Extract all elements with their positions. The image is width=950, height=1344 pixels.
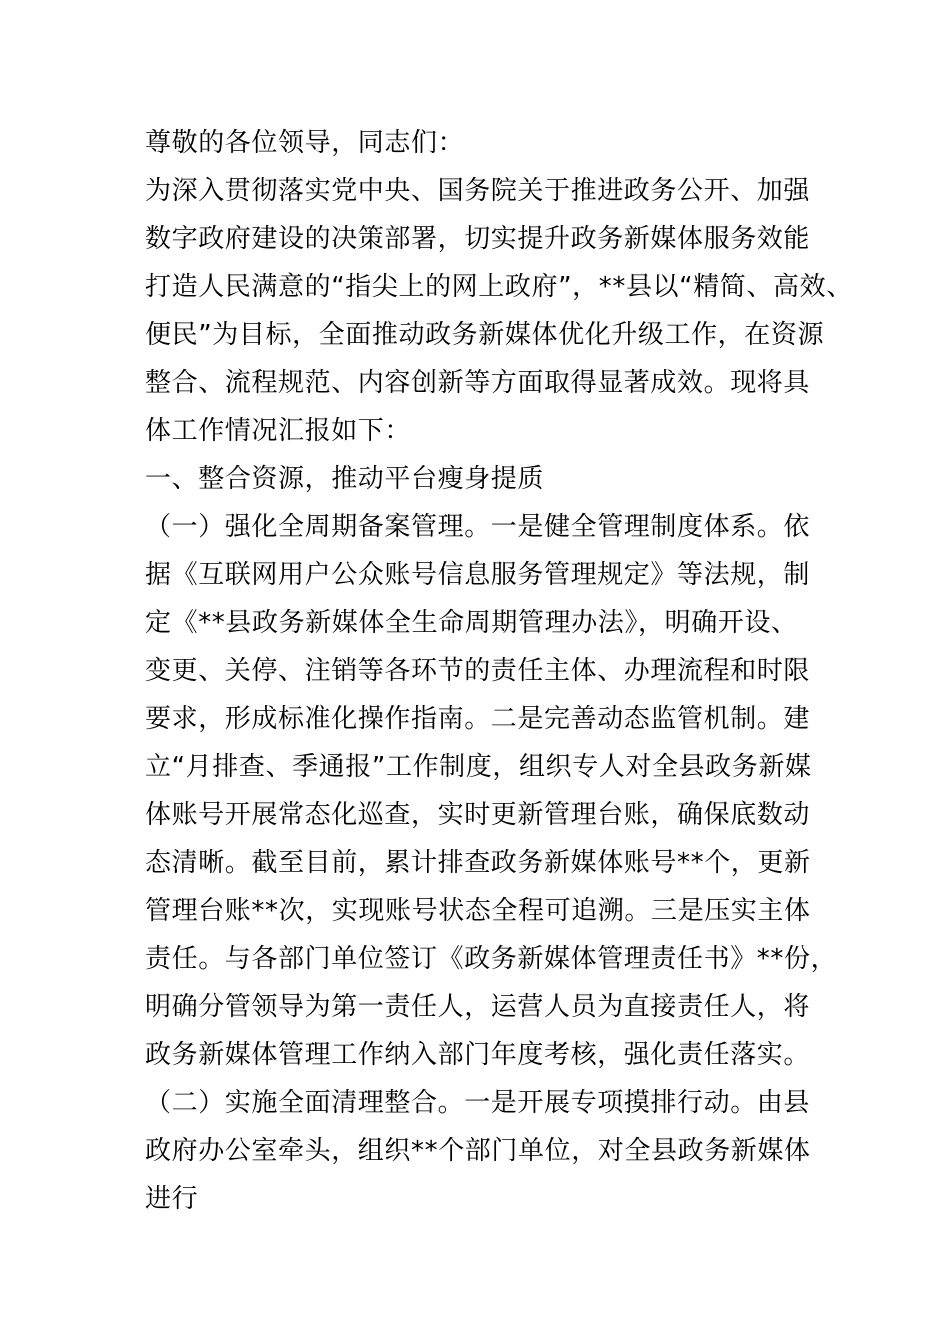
body-line: 打造人民满意的“指尖上的网上政府”，**县以“精简、高效、 — [145, 272, 853, 302]
body-line: 要求，形成标准化操作指南。二是完善动态监管机制。建 — [145, 704, 811, 734]
body-line: 明确分管领导为第一责任人，运营人员为直接责任人，将 — [145, 992, 811, 1022]
body-line: 责任。与各部门单位签订《政务新媒体管理责任书》**份， — [145, 944, 838, 974]
body-line: 数字政府建设的决策部署，切实提升政务新媒体服务效能 — [145, 224, 811, 254]
body-line: 据《互联网用户公众账号信息服务管理规定》等法规，制 — [145, 560, 811, 590]
body-line: 政务新媒体管理工作纳入部门年度考核，强化责任落实。 — [145, 1040, 811, 1070]
body-line: 政府办公室牵头，组织**个部门单位，对全县政务新媒体 — [145, 1136, 811, 1166]
body-line: 立“月排查、季通报”工作制度，组织专人对全县政务新媒 — [145, 752, 812, 782]
document-body — [145, 119, 853, 1223]
body-line: 变更、关停、注销等各环节的责任主体、办理流程和时限 — [145, 656, 811, 686]
body-line: 体账号开展常态化巡查，实时更新管理台账，确保底数动 — [145, 800, 811, 830]
subsection-line: （一）强化全周期备案管理。一是健全管理制度体系。依 — [145, 512, 811, 542]
salutation-line: 尊敬的各位领导，同志们： — [145, 128, 465, 158]
section-heading: 一、整合资源，推动平台瘦身提质 — [145, 464, 545, 494]
body-line: 态清晰。截至目前，累计排查政务新媒体账号**个，更新 — [145, 848, 811, 878]
body-line: 便民”为目标，全面推动政务新媒体优化升级工作，在资源 — [145, 320, 825, 350]
body-line: 进行 — [145, 1184, 199, 1214]
body-line: 定《**县政务新媒体全生命周期管理办法》，明确开设、 — [145, 608, 798, 638]
body-line: 管理台账**次，实现账号状态全程可追溯。三是压实主体 — [145, 896, 811, 926]
body-line: 整合、流程规范、内容创新等方面取得显著成效。现将具 — [145, 368, 811, 398]
body-line: 为深入贯彻落实党中央、国务院关于推进政务公开、加强 — [145, 176, 811, 206]
body-line: 体工作情况汇报如下： — [145, 416, 412, 446]
subsection-line: （二）实施全面清理整合。一是开展专项摸排行动。由县 — [145, 1088, 811, 1118]
